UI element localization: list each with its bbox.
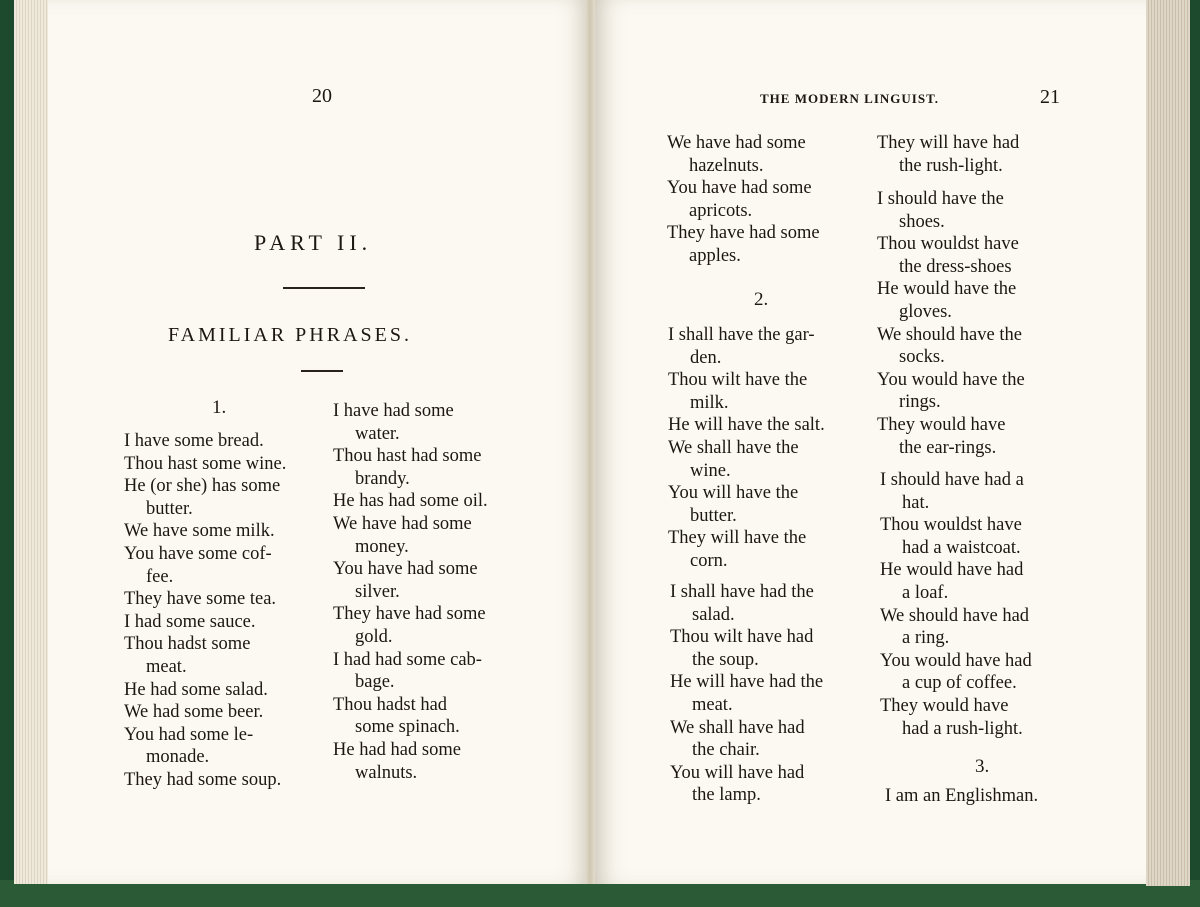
- phrase-continuation: rings.: [899, 392, 941, 413]
- phrase-entry: [124, 724, 312, 769]
- phrase-line: Thou wilt have had: [670, 627, 814, 648]
- phrase-continuation: the chair.: [692, 740, 760, 761]
- phrase-continuation: fee.: [146, 566, 174, 587]
- phrase-entry: [124, 475, 312, 520]
- phrase-entry: [670, 717, 860, 762]
- phrase-line: He had some salad.: [124, 679, 268, 700]
- phrase-entry: [880, 695, 1069, 740]
- phrase-continuation: the lamp.: [692, 785, 761, 806]
- phrase-entry: [124, 611, 312, 634]
- phrase-line: I have some bread.: [124, 431, 264, 451]
- phrase-entry: [670, 671, 860, 716]
- phrase-continuation: some spinach.: [355, 717, 460, 738]
- phrase-line: You would have the: [877, 369, 1025, 390]
- phrase-line: They had some soup.: [124, 769, 282, 790]
- phrase-line: They will have the: [668, 528, 807, 549]
- phrase-line: He would have the: [877, 279, 1017, 300]
- running-head: THE MODERN LINGUIST.: [760, 91, 940, 106]
- phrase-continuation: had a rush-light.: [902, 718, 1023, 739]
- phrase-line: He had had some: [333, 739, 461, 760]
- phrase-line: You have some cof-: [124, 543, 272, 564]
- left-page-edges: [14, 0, 48, 884]
- phrase-entry: [668, 482, 857, 527]
- phrase-line: Thou hadst some: [124, 634, 251, 655]
- phrase-continuation: hat.: [902, 492, 930, 513]
- right-column-2-mid: [877, 188, 1065, 459]
- phrase-entry: [124, 520, 312, 543]
- phrase-line: You will have had: [670, 762, 805, 783]
- left-column-1: [124, 430, 312, 792]
- phrase-entry: [333, 558, 521, 603]
- right-page-edges: [1146, 0, 1190, 886]
- phrase-entry: [880, 605, 1069, 650]
- section-rule: [301, 370, 343, 372]
- phrase-entry: [667, 222, 854, 267]
- phrase-entry: [877, 132, 1063, 177]
- phrase-line: He would have had: [880, 560, 1024, 581]
- phrase-line: We had some beer.: [124, 702, 264, 723]
- phrase-line: I am an Englishman.: [885, 786, 1039, 806]
- phrase-line: They have had some: [667, 223, 820, 244]
- phrase-continuation: a loaf.: [902, 582, 949, 603]
- phrase-entry: [667, 177, 854, 222]
- phrase-continuation: bage.: [355, 672, 395, 693]
- part-title: PART II.: [254, 230, 373, 255]
- phrase-entry: [880, 559, 1069, 604]
- phrase-line: They will have had: [877, 133, 1020, 153]
- phrase-line: Thou hast some wine.: [124, 453, 287, 474]
- phrase-entry: [333, 649, 521, 694]
- phrase-line: We have some milk.: [124, 521, 275, 542]
- phrase-line: You have had some: [333, 559, 478, 580]
- phrase-entry: [668, 437, 857, 482]
- book-cover-edge: [0, 880, 1200, 907]
- phrase-entry: [880, 469, 1069, 514]
- phrase-continuation: gloves.: [899, 301, 952, 322]
- section-number-3: 3.: [975, 756, 990, 777]
- phrase-continuation: had a waistcoat.: [902, 537, 1021, 558]
- right-column-2-end: [885, 785, 1074, 808]
- book-gutter: [585, 0, 595, 884]
- phrase-continuation: hazelnuts.: [689, 155, 764, 176]
- phrase-entry: [333, 445, 521, 490]
- right-column-1-bottom: [670, 581, 860, 807]
- phrase-entry: [333, 694, 521, 739]
- phrase-entry: [877, 369, 1065, 414]
- phrase-line: I had had some cab-: [333, 649, 482, 670]
- phrase-entry: [333, 739, 521, 784]
- phrase-line: They have some tea.: [124, 589, 277, 610]
- phrase-continuation: a ring.: [902, 628, 950, 649]
- phrase-continuation: the soup.: [692, 649, 759, 670]
- phrase-continuation: silver.: [355, 581, 400, 602]
- phrase-line: You had some le-: [124, 724, 254, 745]
- phrase-line: We have had some: [333, 513, 472, 534]
- phrase-entry: [668, 414, 857, 437]
- phrase-continuation: shoes.: [899, 211, 945, 232]
- phrase-continuation: butter.: [146, 498, 193, 519]
- phrase-line: I have had some: [333, 401, 454, 421]
- phrase-line: I should have had a: [880, 470, 1024, 490]
- phrase-line: Thou wouldst have: [877, 234, 1019, 255]
- phrase-continuation: meat.: [146, 656, 187, 677]
- phrase-entry: [877, 414, 1065, 459]
- phrase-continuation: butter.: [690, 505, 737, 526]
- phrase-line: He will have had the: [670, 672, 824, 693]
- right-column-2-top: [877, 132, 1063, 177]
- phrase-line: I shall have had the: [670, 582, 814, 602]
- phrase-continuation: the ear-rings.: [899, 437, 997, 458]
- phrase-continuation: meat.: [692, 694, 733, 715]
- phrase-continuation: water.: [355, 423, 400, 444]
- phrase-continuation: money.: [355, 536, 409, 557]
- phrase-line: Thou wilt have the: [668, 370, 808, 391]
- phrase-continuation: the dress-shoes: [899, 256, 1012, 277]
- phrase-line: I should have the: [877, 189, 1004, 209]
- phrase-entry: [124, 701, 312, 724]
- phrase-continuation: brandy.: [355, 468, 410, 489]
- phrase-continuation: a cup of coffee.: [902, 673, 1017, 694]
- phrase-continuation: apricots.: [689, 200, 753, 221]
- phrase-entry: [124, 633, 312, 678]
- phrase-entry: [885, 785, 1074, 808]
- phrase-line: He will have the salt.: [668, 415, 825, 436]
- page-number-right: 21: [1040, 86, 1060, 108]
- phrase-continuation: the rush-light.: [899, 155, 1003, 176]
- phrase-entry: [880, 514, 1069, 559]
- phrase-continuation: apples.: [689, 245, 741, 266]
- phrase-continuation: salad.: [692, 604, 735, 625]
- left-column-2: [333, 400, 521, 784]
- phrase-entry: [124, 769, 312, 792]
- phrase-entry: [670, 581, 860, 626]
- page-number-left: 20: [312, 85, 332, 107]
- phrase-line: We shall have had: [670, 717, 805, 738]
- phrase-continuation: corn.: [690, 550, 728, 571]
- phrase-line: He (or she) has some: [124, 476, 281, 497]
- phrase-entry: [668, 369, 857, 414]
- right-column-2-bottom: [880, 469, 1069, 740]
- phrase-entry: [877, 278, 1065, 323]
- phrase-entry: [877, 188, 1065, 233]
- phrase-line: They would have: [877, 414, 1006, 435]
- phrase-entry: [667, 132, 854, 177]
- phrase-entry: [333, 513, 521, 558]
- phrase-line: We should have had: [880, 605, 1030, 626]
- phrase-line: Thou hast had some: [333, 446, 482, 467]
- phrase-continuation: milk.: [690, 392, 729, 413]
- section-number-1: 1.: [212, 397, 227, 418]
- phrase-entry: [668, 527, 857, 572]
- phrase-entry: [124, 430, 312, 453]
- phrase-line: You have had some: [667, 178, 812, 199]
- phrase-entry: [124, 543, 312, 588]
- phrase-entry: [877, 233, 1065, 278]
- phrase-entry: [333, 603, 521, 648]
- phrase-line: Thou hadst had: [333, 694, 448, 715]
- phrase-entry: [877, 324, 1065, 369]
- phrase-line: You will have the: [668, 483, 799, 504]
- title-rule: [283, 287, 365, 289]
- phrase-line: You would have had: [880, 650, 1032, 671]
- phrase-continuation: den.: [690, 347, 722, 368]
- phrase-entry: [124, 588, 312, 611]
- phrase-continuation: walnuts.: [355, 762, 418, 783]
- phrase-continuation: wine.: [690, 460, 731, 481]
- phrase-entry: [124, 453, 312, 476]
- section-number-2: 2.: [754, 289, 769, 310]
- section-title: FAMILIAR PHRASES.: [168, 324, 412, 346]
- phrase-entry: [333, 400, 521, 445]
- phrase-line: We have had some: [667, 133, 806, 153]
- phrase-continuation: monade.: [146, 747, 210, 768]
- phrase-line: They would have: [880, 695, 1009, 716]
- phrase-line: We should have the: [877, 324, 1022, 345]
- phrase-entry: [670, 626, 860, 671]
- right-column-1-top: [667, 132, 854, 268]
- phrase-entry: [670, 762, 860, 807]
- phrase-line: They have had some: [333, 604, 486, 625]
- phrase-entry: [880, 650, 1069, 695]
- phrase-entry: [124, 679, 312, 702]
- phrase-line: Thou wouldst have: [880, 515, 1022, 536]
- phrase-line: We shall have the: [668, 437, 799, 458]
- phrase-continuation: gold.: [355, 626, 393, 647]
- phrase-entry: [668, 324, 857, 369]
- phrase-line: I shall have the gar-: [668, 325, 815, 345]
- phrase-continuation: socks.: [899, 347, 945, 368]
- phrase-entry: [333, 490, 521, 513]
- phrase-line: He has had some oil.: [333, 491, 488, 512]
- phrase-line: I had some sauce.: [124, 611, 256, 632]
- right-column-1-mid: [668, 324, 857, 573]
